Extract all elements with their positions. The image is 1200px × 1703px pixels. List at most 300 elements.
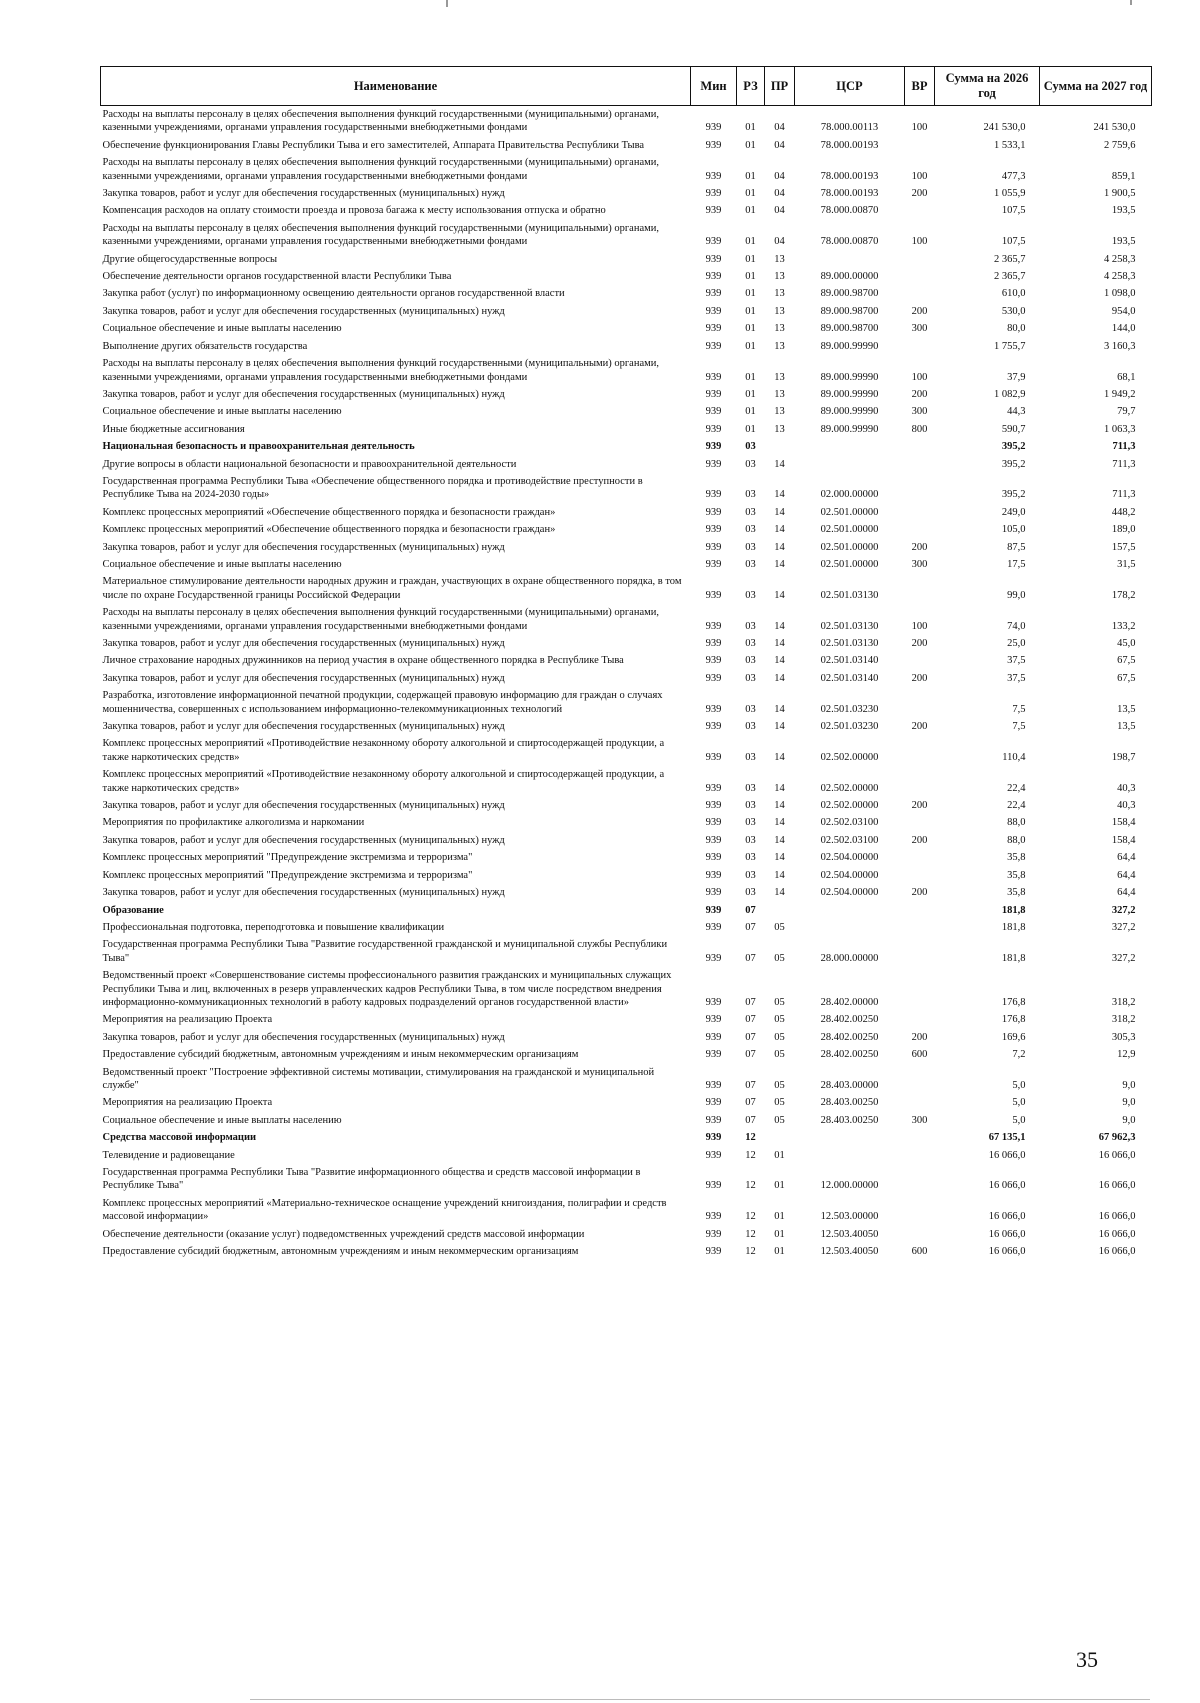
table-row	[101, 1243, 1152, 1260]
row-csr: 28.402.00000	[820, 996, 879, 1008]
row-csr: 89.000.99990	[820, 371, 879, 383]
row-vr	[905, 849, 935, 866]
row-min: 939	[705, 340, 722, 352]
row-sum-2027: 193,5	[1111, 205, 1136, 217]
table-row	[101, 687, 1152, 718]
row-vr	[905, 814, 935, 831]
row-sum-2027: 327,2	[1111, 921, 1136, 933]
row-sum-2027: 158,4	[1111, 817, 1136, 829]
row-pr: 01	[774, 1211, 785, 1223]
row-name: Государственная программа Республики Тыва "Развитие информационного общества и средств массовой информации в Республике Тыва"	[102, 1167, 641, 1192]
row-rz: 07	[745, 904, 756, 916]
row-rz: 03	[745, 800, 756, 812]
row-min: 939	[705, 323, 722, 335]
row-min: 939	[705, 406, 722, 418]
table-row	[101, 202, 1152, 219]
row-sum-2027: 241 530,0	[1093, 122, 1136, 134]
row-csr: 02.000.00000	[820, 489, 879, 501]
row-sum-2026: 99,0	[1007, 589, 1026, 601]
row-rz: 03	[745, 672, 756, 684]
row-vr: 100	[911, 236, 928, 248]
row-min: 939	[705, 1180, 722, 1192]
row-sum-2026: 35,8	[1007, 852, 1026, 864]
row-pr: 04	[774, 205, 785, 217]
table-row	[101, 902, 1152, 919]
table-row	[101, 320, 1152, 337]
row-csr: 12.503.40050	[820, 1246, 879, 1258]
row-sum-2026: 610,0	[1001, 288, 1026, 300]
row-sum-2026: 35,8	[1007, 887, 1026, 899]
row-csr: 28.000.00000	[820, 952, 879, 964]
row-min: 939	[705, 1014, 722, 1026]
table-row	[101, 185, 1152, 202]
row-name: Предоставление субсидий бюджетным, автономным учреждениям и иным некоммерческим организациям	[102, 1049, 579, 1061]
row-vr: 200	[911, 1031, 928, 1043]
row-sum-2026: 37,5	[1007, 655, 1026, 667]
row-min: 939	[705, 852, 722, 864]
row-name: Обеспечение функционирования Главы Республики Тыва и его заместителей, Аппарата Правительства Республики Тыва	[102, 139, 645, 151]
row-min: 939	[705, 921, 722, 933]
row-pr: 05	[774, 921, 785, 933]
row-sum-2026: 1 055,9	[994, 188, 1026, 200]
row-sum-2026: 107,5	[1001, 205, 1026, 217]
table-row	[101, 521, 1152, 538]
row-name: Национальная безопасность и правоохранительная деятельность	[102, 441, 415, 453]
row-pr: 13	[774, 271, 785, 283]
table-row	[101, 832, 1152, 849]
row-pr: 04	[774, 122, 785, 134]
row-csr: 02.501.03230	[820, 703, 879, 715]
row-csr: 89.000.00000	[820, 271, 879, 283]
row-sum-2027: 859,1	[1111, 170, 1136, 182]
row-min: 939	[705, 236, 722, 248]
row-sum-2026: 44,3	[1007, 406, 1026, 418]
row-vr	[905, 1226, 935, 1243]
row-min: 939	[705, 952, 722, 964]
row-name: Комплекс процессных мероприятий «Обеспечение общественного порядка и безопасности граждан»	[102, 506, 556, 518]
table-row	[101, 386, 1152, 403]
table-row	[101, 473, 1152, 504]
row-pr: 14	[774, 638, 785, 649]
row-pr: 13	[774, 406, 785, 418]
row-pr: 05	[774, 1114, 785, 1126]
row-rz: 07	[745, 1079, 756, 1091]
scan-mark	[1130, 0, 1132, 5]
row-pr: 14	[774, 541, 785, 553]
row-csr: 89.000.99990	[820, 340, 879, 352]
row-name: Комплекс процессных мероприятий «Материально-техническое оснащение учреждений книгоиздания, полиграфии и средств массовой информации»	[102, 1197, 667, 1223]
row-rz: 12	[745, 1149, 756, 1161]
row-min: 939	[705, 1049, 722, 1061]
row-rz: 03	[745, 541, 756, 553]
row-vr	[905, 137, 935, 154]
table-row	[101, 438, 1152, 455]
row-sum-2027: 67 962,3	[1098, 1132, 1136, 1144]
row-min: 939	[705, 1149, 722, 1161]
row-name: Расходы на выплаты персоналу в целях обеспечения выполнения функций государственными (муниципальными) органами, казенными учреждениями, органами управления государственными внебюджетными фондами	[102, 358, 660, 383]
row-rz: 03	[745, 524, 756, 536]
table-row	[101, 1195, 1152, 1226]
row-name: Обеспечение деятельности органов государственной власти Республики Тыва	[102, 271, 452, 283]
row-sum-2027: 16 066,0	[1098, 1211, 1136, 1223]
row-rz: 03	[745, 834, 756, 846]
row-rz: 12	[745, 1132, 756, 1144]
row-sum-2027: 711,3	[1112, 441, 1136, 453]
row-sum-2026: 181,8	[1001, 921, 1026, 933]
row-sum-2027: 67,5	[1117, 672, 1136, 684]
row-name: Личное страхование народных дружинников на период участия в охране общественного порядка в Республике Тыва	[102, 655, 624, 667]
row-sum-2026: 181,8	[1001, 952, 1026, 964]
row-rz: 03	[745, 655, 756, 667]
row-pr: 14	[774, 703, 785, 715]
row-sum-2027: 64,4	[1117, 869, 1136, 881]
row-min: 939	[705, 506, 722, 518]
row-sum-2026: 87,5	[1007, 541, 1026, 553]
row-sum-2027: 133,2	[1111, 620, 1136, 632]
row-csr: 02.501.03130	[820, 620, 879, 632]
row-sum-2026: 37,9	[1007, 371, 1026, 383]
row-rz: 07	[745, 921, 756, 933]
row-sum-2027: 1 949,2	[1104, 388, 1136, 400]
row-sum-2026: 16 066,0	[988, 1246, 1026, 1258]
row-min: 939	[705, 638, 722, 649]
row-csr: 02.501.03130	[820, 589, 879, 601]
row-csr: 89.000.99990	[820, 388, 879, 400]
row-min: 939	[705, 1097, 722, 1109]
row-vr	[905, 456, 935, 473]
row-name: Мероприятия на реализацию Проекта	[102, 1097, 273, 1109]
row-sum-2026: 74,0	[1007, 620, 1026, 632]
row-csr: 28.403.00000	[820, 1079, 879, 1091]
row-sum-2027: 327,2	[1111, 904, 1136, 916]
row-sum-2026: 105,0	[1001, 524, 1026, 536]
row-sum-2026: 395,2	[1001, 458, 1026, 470]
row-sum-2026: 7,2	[1012, 1049, 1026, 1061]
row-sum-2027: 16 066,0	[1098, 1180, 1136, 1192]
row-sum-2027: 13,5	[1117, 721, 1136, 733]
row-name: Закупка товаров, работ и услуг для обеспечения государственных (муниципальных) нужд	[102, 1031, 505, 1043]
row-pr	[765, 1129, 795, 1146]
row-csr: 02.501.00000	[820, 558, 879, 570]
table-row	[101, 106, 1152, 137]
row-vr	[905, 1129, 935, 1146]
row-csr: 02.502.03100	[820, 834, 879, 846]
row-sum-2027: 45,0	[1117, 638, 1136, 649]
row-pr: 13	[774, 253, 785, 265]
row-pr: 04	[774, 236, 785, 248]
row-csr: 28.403.00250	[820, 1097, 879, 1109]
row-csr: 02.504.00000	[820, 852, 879, 864]
row-pr: 14	[774, 800, 785, 812]
row-sum-2026: 1 082,9	[994, 388, 1026, 400]
header-name: Наименование	[101, 67, 691, 106]
row-vr: 600	[911, 1049, 928, 1061]
row-csr: 02.501.03140	[820, 672, 879, 684]
row-name: Закупка товаров, работ и услуг для обеспечения государственных (муниципальных) нужд	[102, 834, 505, 846]
row-rz: 12	[745, 1228, 756, 1240]
row-rz: 03	[745, 817, 756, 829]
row-vr: 200	[911, 800, 928, 812]
row-vr	[905, 573, 935, 604]
row-csr: 89.000.99990	[820, 423, 879, 435]
row-vr: 100	[911, 122, 928, 134]
row-sum-2027: 4 258,3	[1104, 271, 1136, 283]
row-name: Комплекс процессных мероприятий «Противодействие незаконному обороту алкогольной и спиртосодержащей продукции, а также наркотических средств»	[102, 738, 665, 763]
table-row	[101, 1112, 1152, 1129]
row-vr	[905, 867, 935, 884]
row-vr: 100	[911, 170, 928, 182]
header-vr: ВР	[905, 67, 935, 106]
row-name: Закупка товаров, работ и услуг для обеспечения государственных (муниципальных) нужд	[102, 305, 505, 317]
row-min: 939	[705, 782, 722, 794]
row-pr: 04	[774, 188, 785, 200]
row-pr: 14	[774, 655, 785, 667]
table-row	[101, 884, 1152, 901]
row-csr	[795, 902, 905, 919]
row-min: 939	[705, 817, 722, 829]
row-min: 939	[705, 655, 722, 667]
row-min: 939	[705, 139, 722, 151]
table-row	[101, 718, 1152, 735]
row-sum-2027: 189,0	[1111, 524, 1136, 536]
row-rz: 01	[745, 188, 756, 200]
row-csr: 28.402.00250	[820, 1049, 879, 1061]
row-csr: 02.504.00000	[820, 887, 879, 899]
row-sum-2026: 35,8	[1007, 869, 1026, 881]
row-rz: 03	[745, 852, 756, 864]
row-vr: 600	[911, 1246, 928, 1258]
row-vr	[905, 936, 935, 967]
row-vr: 200	[911, 721, 928, 733]
row-name: Закупка товаров, работ и услуг для обеспечения государственных (муниципальных) нужд	[102, 388, 505, 400]
row-csr: 28.402.00250	[820, 1014, 879, 1026]
row-sum-2026: 16 066,0	[988, 1228, 1026, 1240]
row-csr: 78.000.00113	[820, 122, 879, 134]
row-pr: 14	[774, 782, 785, 794]
row-min: 939	[705, 305, 722, 317]
row-min: 939	[705, 423, 722, 435]
row-rz: 01	[745, 388, 756, 400]
row-rz: 03	[745, 887, 756, 899]
row-sum-2027: 12,9	[1117, 1049, 1136, 1061]
row-rz: 12	[745, 1246, 756, 1258]
row-sum-2026: 5,0	[1012, 1114, 1026, 1126]
row-min: 939	[705, 288, 722, 300]
row-pr: 13	[774, 340, 785, 352]
row-csr	[795, 1129, 905, 1146]
table-row	[101, 268, 1152, 285]
row-csr: 02.501.00000	[820, 506, 879, 518]
row-name: Социальное обеспечение и иные выплаты населению	[102, 406, 342, 418]
row-min: 939	[705, 1031, 722, 1043]
row-min: 939	[705, 253, 722, 265]
row-name: Расходы на выплаты персоналу в целях обеспечения выполнения функций государственными (муниципальными) органами, казенными учреждениями, органами управления государственными внебюджетными фондами	[102, 109, 660, 134]
row-pr: 14	[774, 852, 785, 864]
row-sum-2026: 477,3	[1001, 170, 1026, 182]
row-sum-2026: 16 066,0	[988, 1149, 1026, 1161]
row-vr: 300	[911, 323, 928, 335]
row-vr	[905, 473, 935, 504]
row-sum-2027: 711,3	[1112, 458, 1136, 470]
row-rz: 07	[745, 996, 756, 1008]
header-min: Мин	[691, 67, 737, 106]
row-name: Расходы на выплаты персоналу в целях обеспечения выполнения функций государственными (муниципальными) органами, казенными учреждениями, органами управления государственными внебюджетными фондами	[102, 607, 660, 632]
row-vr	[905, 285, 935, 302]
row-sum-2027: 954,0	[1111, 305, 1136, 317]
row-sum-2027: 178,2	[1111, 589, 1136, 601]
row-pr: 01	[774, 1149, 785, 1161]
row-name: Социальное обеспечение и иные выплаты населению	[102, 323, 342, 335]
row-rz: 01	[745, 205, 756, 217]
row-sum-2026: 176,8	[1001, 996, 1026, 1008]
row-sum-2027: 327,2	[1111, 952, 1136, 964]
row-sum-2026: 2 365,7	[994, 253, 1026, 265]
row-pr: 05	[774, 1014, 785, 1026]
row-csr: 02.501.00000	[820, 541, 879, 553]
row-min: 939	[705, 170, 722, 182]
row-name: Профессиональная подготовка, переподготовка и повышение квалификации	[102, 921, 445, 933]
row-pr: 14	[774, 887, 785, 899]
row-min: 939	[705, 887, 722, 899]
row-name: Расходы на выплаты персоналу в целях обеспечения выполнения функций государственными (муниципальными) органами, казенными учреждениями, органами управления государственными внебюджетными фондами	[102, 157, 660, 182]
row-csr: 02.501.03130	[820, 638, 879, 649]
row-csr: 02.501.00000	[820, 524, 879, 536]
scan-edge	[250, 1699, 1150, 1700]
row-vr: 200	[911, 834, 928, 846]
table-row	[101, 1064, 1152, 1095]
row-pr: 14	[774, 524, 785, 536]
row-min: 939	[705, 1228, 722, 1240]
row-sum-2027: 79,7	[1117, 406, 1136, 418]
row-csr: 78.000.00193	[820, 188, 879, 200]
row-rz: 01	[745, 288, 756, 300]
table-row	[101, 936, 1152, 967]
row-vr: 800	[911, 423, 928, 435]
row-sum-2027: 16 066,0	[1098, 1228, 1136, 1240]
table-row	[101, 867, 1152, 884]
row-name: Государственная программа Республики Тыва «Обеспечение общественного порядка и противодействие преступности в Республике Тыва на 2024-2030 годы»	[102, 475, 643, 501]
row-vr: 100	[911, 620, 928, 632]
table-row	[101, 635, 1152, 652]
row-sum-2027: 144,0	[1111, 323, 1136, 335]
table-row	[101, 1094, 1152, 1111]
row-csr: 02.502.03100	[820, 817, 879, 829]
row-vr: 200	[911, 672, 928, 684]
header-sum-2027: Сумма на 2027 год	[1040, 67, 1152, 106]
row-rz: 01	[745, 139, 756, 151]
row-sum-2027: 318,2	[1111, 996, 1136, 1008]
row-vr	[905, 438, 935, 455]
row-rz: 01	[745, 170, 756, 182]
table-body	[101, 106, 1152, 1261]
row-csr	[795, 919, 905, 936]
row-csr: 78.000.00193	[820, 139, 879, 151]
row-sum-2027: 448,2	[1111, 506, 1136, 518]
row-sum-2026: 67 135,1	[988, 1132, 1026, 1144]
row-pr: 05	[774, 952, 785, 964]
table-row	[101, 1029, 1152, 1046]
row-sum-2027: 1 098,0	[1104, 288, 1136, 300]
row-name: Закупка товаров, работ и услуг для обеспечения государственных (муниципальных) нужд	[102, 188, 505, 200]
row-vr	[905, 735, 935, 766]
row-name: Закупка товаров, работ и услуг для обеспечения государственных (муниципальных) нужд	[102, 541, 505, 553]
row-rz: 07	[745, 1114, 756, 1126]
row-min: 939	[705, 834, 722, 846]
row-vr: 100	[911, 371, 928, 383]
row-pr: 14	[774, 620, 785, 632]
scan-mark	[446, 0, 448, 7]
row-vr	[905, 1147, 935, 1164]
row-sum-2027: 64,4	[1117, 887, 1136, 899]
row-sum-2026: 37,5	[1007, 672, 1026, 684]
row-rz: 03	[745, 458, 756, 470]
row-sum-2026: 25,0	[1007, 638, 1026, 649]
table-row	[101, 1226, 1152, 1243]
row-name: Закупка работ (услуг) по информационному освещению деятельности органов государственной власти	[102, 288, 565, 300]
table-row	[101, 220, 1152, 251]
row-sum-2026: 7,5	[1012, 721, 1026, 733]
row-pr: 14	[774, 672, 785, 684]
row-rz: 03	[745, 782, 756, 794]
row-min: 939	[705, 188, 722, 200]
row-sum-2027: 4 258,3	[1104, 253, 1136, 265]
row-name: Закупка товаров, работ и услуг для обеспечения государственных (муниципальных) нужд	[102, 721, 505, 733]
row-name: Ведомственный проект "Построение эффективной системы мотивации, стимулирования на гражданской и муниципальной службе"	[102, 1066, 655, 1091]
row-sum-2027: 318,2	[1111, 1014, 1136, 1026]
table-row	[101, 403, 1152, 420]
row-name: Обеспечение деятельности (оказание услуг) подведомственных учреждений средств массовой информации	[102, 1228, 585, 1240]
row-rz: 03	[745, 489, 756, 501]
row-min: 939	[705, 558, 722, 570]
row-min: 939	[705, 541, 722, 553]
row-sum-2026: 7,5	[1012, 703, 1026, 715]
row-pr: 14	[774, 506, 785, 518]
row-name: Мероприятия по профилактике алкоголизма и наркомании	[102, 817, 365, 829]
row-pr: 05	[774, 1097, 785, 1109]
row-min: 939	[705, 205, 722, 217]
row-sum-2027: 2 759,6	[1104, 139, 1136, 151]
row-vr: 200	[911, 305, 928, 317]
row-min: 939	[705, 524, 722, 536]
row-name: Ведомственный проект «Совершенствование системы профессионального развития гражданских и муниципальных служащих Республики Тыва и лиц, включенных в резерв управленческих кадров Республики Тыва, в том числе посредством внедрения информационно-коммуникационных технологий в работу кадровых подразделений органов государственной власти»	[102, 970, 672, 1008]
row-sum-2027: 9,0	[1122, 1097, 1136, 1109]
row-sum-2027: 711,3	[1112, 489, 1136, 501]
table-row	[101, 251, 1152, 268]
row-csr: 89.000.98700	[820, 323, 879, 335]
row-sum-2027: 67,5	[1117, 655, 1136, 667]
row-name: Закупка товаров, работ и услуг для обеспечения государственных (муниципальных) нужд	[102, 638, 505, 649]
table-row	[101, 285, 1152, 302]
row-csr: 12.503.00000	[820, 1211, 879, 1223]
row-csr: 89.000.98700	[820, 305, 879, 317]
row-min: 939	[705, 441, 722, 453]
row-sum-2027: 16 066,0	[1098, 1149, 1136, 1161]
table-row	[101, 735, 1152, 766]
row-csr: 02.502.00000	[820, 782, 879, 794]
row-sum-2027: 16 066,0	[1098, 1246, 1136, 1258]
page-number: 35	[1076, 1647, 1098, 1672]
row-csr	[795, 438, 905, 455]
row-vr	[905, 766, 935, 797]
row-pr: 13	[774, 323, 785, 335]
table-row	[101, 1164, 1152, 1195]
table-row	[101, 355, 1152, 386]
table-row	[101, 539, 1152, 556]
row-name: Образование	[102, 904, 164, 916]
row-name: Комплекс процессных мероприятий "Предупреждение экстремизма и терроризма"	[102, 852, 473, 864]
row-sum-2026: 88,0	[1007, 817, 1026, 829]
row-sum-2026: 107,5	[1001, 236, 1026, 248]
